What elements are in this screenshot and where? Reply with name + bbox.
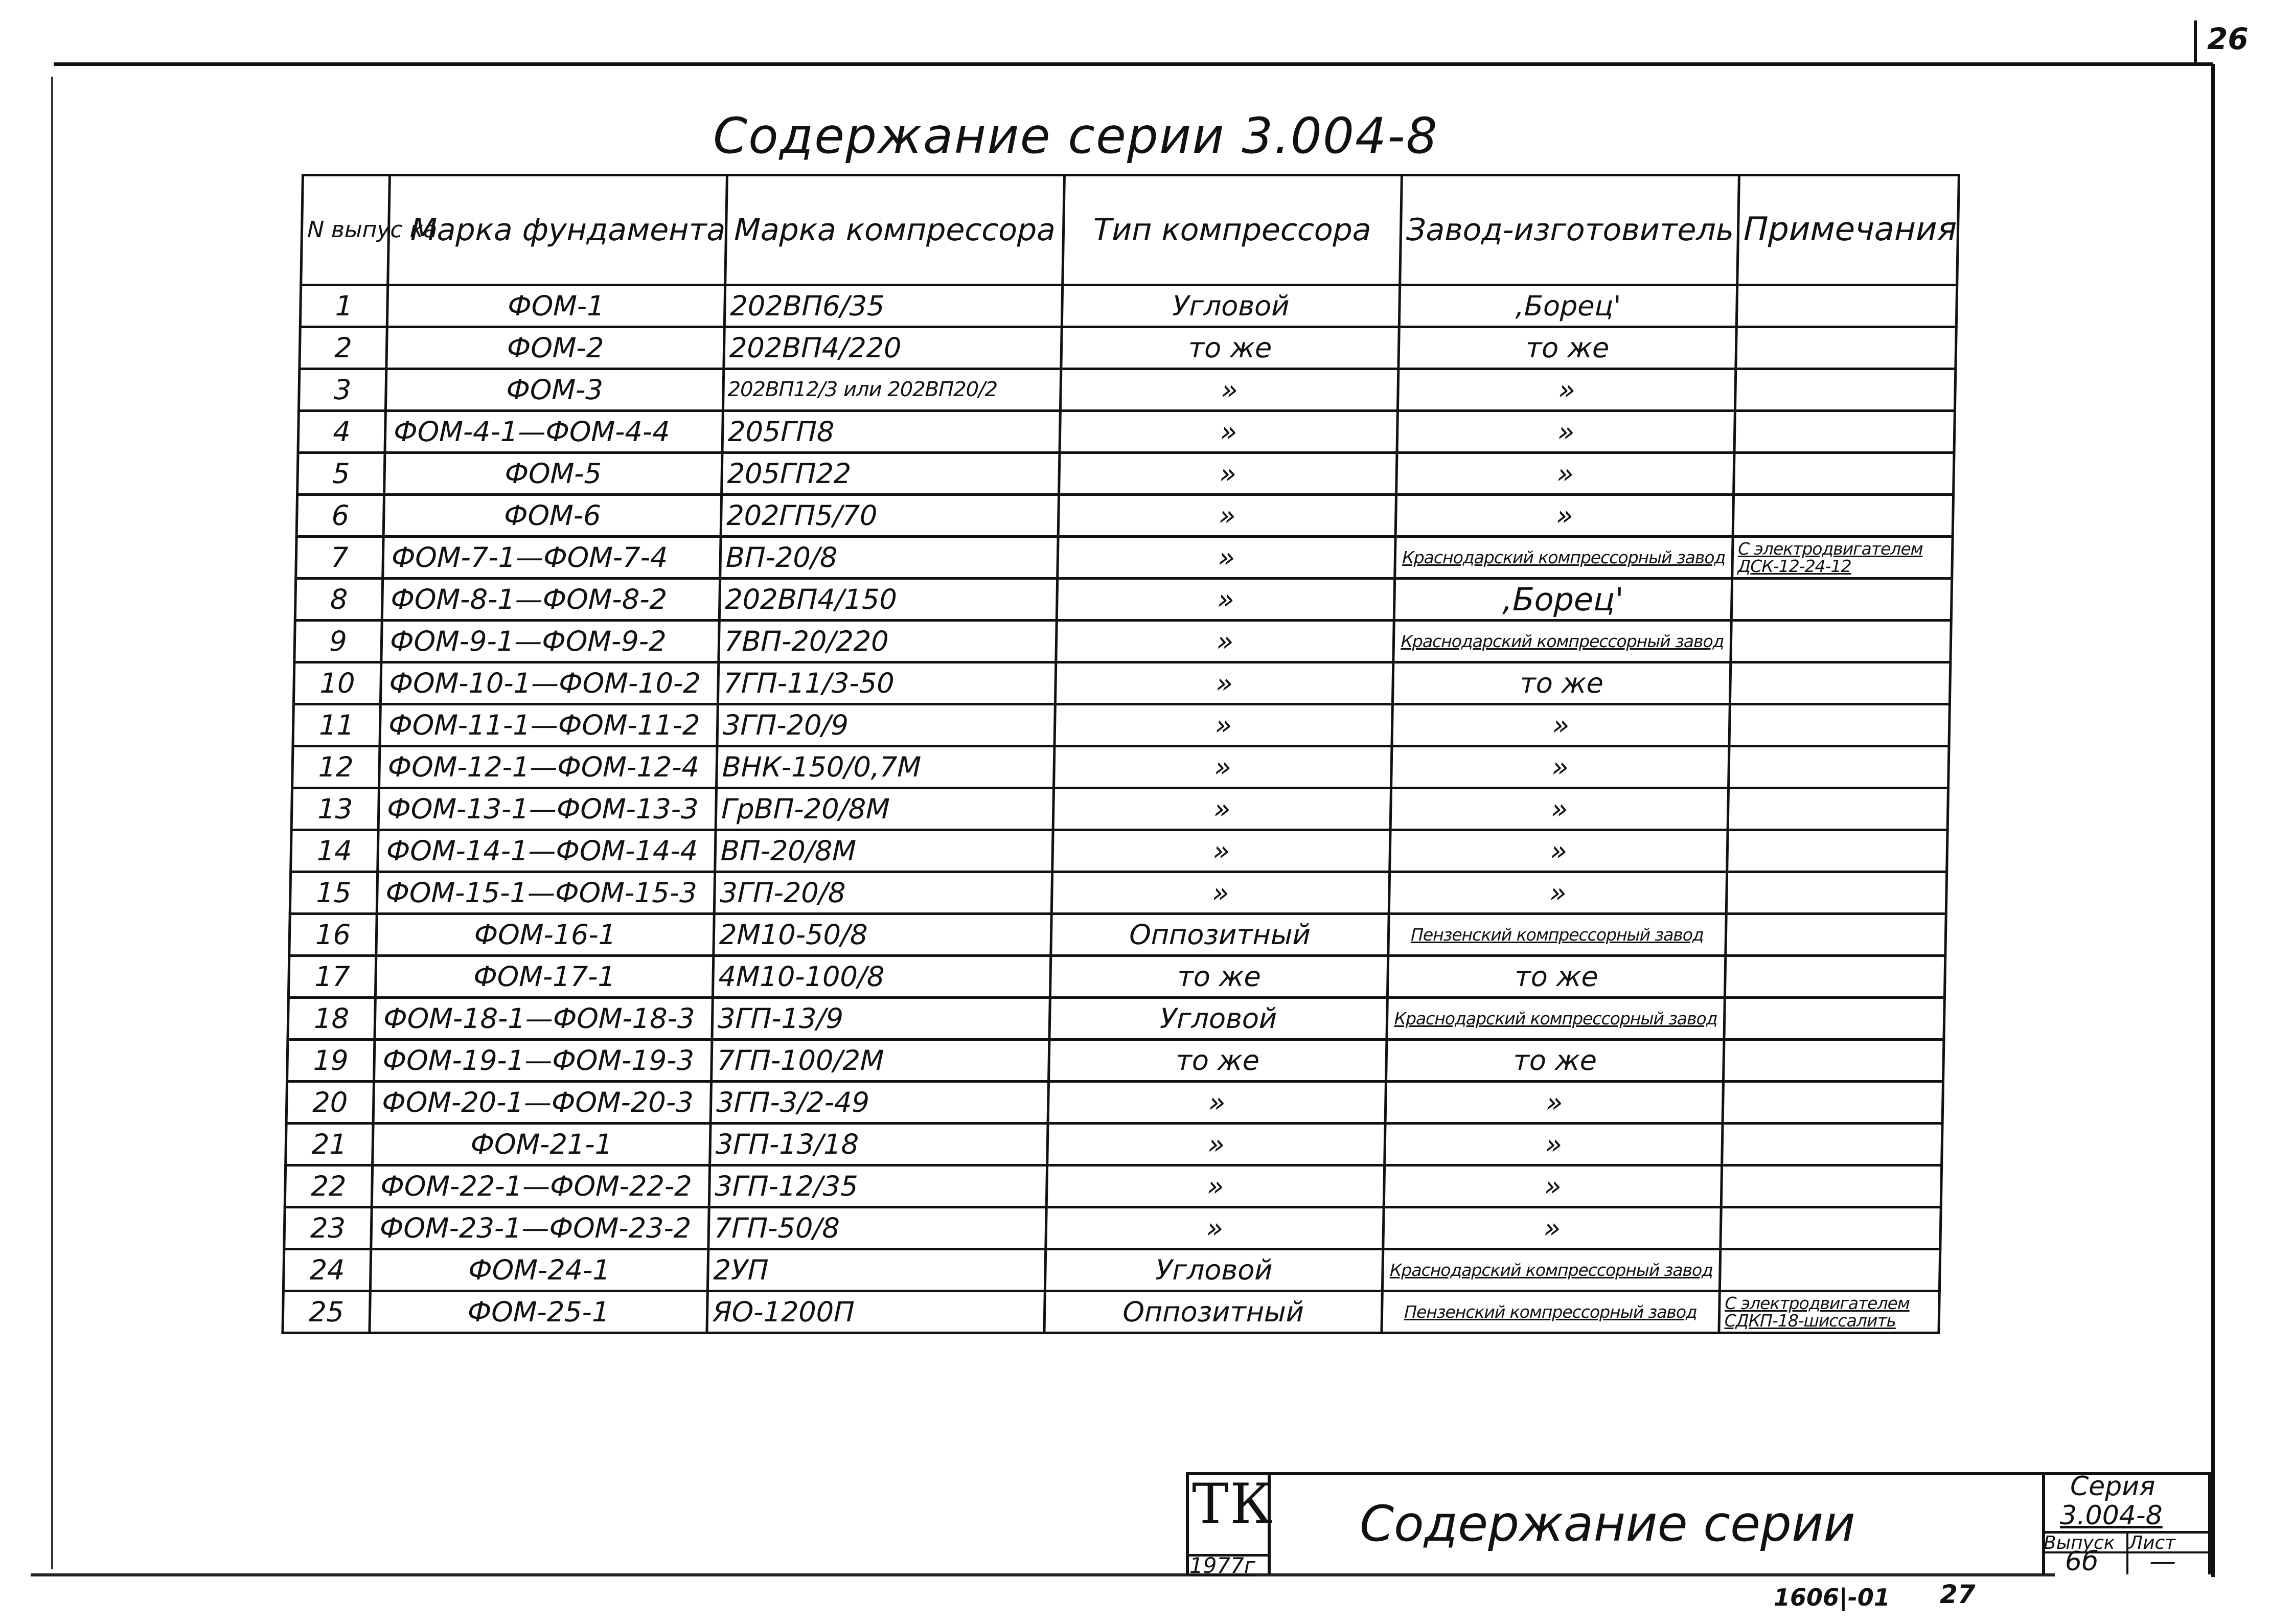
cell-compressor: 7ГП-11/3-50 [718,662,1056,704]
table-row [299,369,1955,411]
cell-maker: » [1390,830,1728,872]
cell-foundation: ФОМ-3 [385,369,723,411]
title-block-title: Содержание серии [1360,1495,1855,1552]
cell-notes [1730,662,1950,704]
cell-maker: Пензенский компрессорный завод [1388,914,1726,956]
frame-left-line [51,77,53,1569]
cell-maker: Краснодарский компрессорный завод [1395,537,1733,579]
cell-num: 9 [294,621,382,662]
cell-notes [1735,369,1955,411]
cell-compressor: 7ГП-50/8 [708,1207,1046,1249]
table-row [297,453,1954,495]
cell-num: 6 [296,495,384,537]
cell-num: 20 [286,1082,374,1124]
cell-notes [1726,872,1946,914]
cell-foundation: ФОМ-23-1—ФОМ-23-2 [371,1207,709,1249]
table-row [288,956,1945,998]
cell-foundation: ФОМ-5 [384,453,722,495]
organization-logo: ТК [1192,1472,1274,1536]
table-row [300,327,1956,369]
cell-num: 7 [296,537,383,579]
cell-type: то же [1050,956,1388,998]
cell-num: 13 [291,788,379,830]
table-header-row [301,175,1959,285]
table-row [293,662,1950,704]
cell-notes [1731,579,1952,621]
cell-type: » [1046,1207,1384,1249]
cell-type: то же [1049,1040,1387,1082]
cell-compressor: ВНК-150/0,7М [717,746,1054,788]
cell-maker: » [1383,1207,1721,1249]
cell-num: 21 [286,1124,373,1165]
cell-num: 19 [287,1040,375,1082]
table-row [293,704,1950,746]
table-row [295,579,1952,621]
header-foundation: Марка фундамента [388,175,727,285]
cell-compressor: 3ГП-12/35 [709,1165,1047,1207]
cell-compressor: 3ГП-3/2-49 [710,1082,1048,1124]
cell-foundation: ФОМ-14-1—ФОМ-14-4 [378,830,716,872]
cell-notes [1726,914,1946,956]
header-compressor: Марка компрессора [725,175,1065,285]
cell-type: Угловой [1049,998,1387,1040]
cell-maker: » [1396,453,1734,495]
cell-type: то же [1061,327,1399,369]
cell-maker: ,Борец' [1394,579,1732,621]
cell-notes [1736,285,1957,327]
cell-type: » [1059,453,1397,495]
table-row [289,914,1946,956]
cell-type: » [1055,662,1393,704]
table-row [287,1040,1944,1082]
cell-notes: С электродвигателем СДКП-18-шиссалить [1719,1291,1939,1333]
footer-page-number: 27 [1940,1580,1976,1609]
table-body [283,285,1957,1333]
cell-num: 4 [298,411,385,453]
cell-compressor: ВП-20/8 [720,537,1058,579]
title-block-divider [2126,1531,2128,1574]
cell-type: Оппозитный [1051,914,1389,956]
cell-foundation: ФОМ-24-1 [370,1249,708,1291]
cell-foundation: ФОМ-1 [387,285,725,327]
cell-maker: то же [1392,662,1730,704]
cell-compressor: ЯО-1200П [707,1291,1045,1333]
cell-foundation: ФОМ-2 [386,327,724,369]
cell-num: 3 [299,369,386,411]
cell-num: 24 [283,1249,371,1291]
table-row [296,537,1953,579]
table-row [285,1165,1941,1207]
cell-maker: » [1384,1165,1722,1207]
cell-notes: С электродвигателем ДСК-12-24-12 [1732,537,1953,579]
table-row [296,495,1953,537]
table-row [286,1124,1942,1165]
title-block-divider [2042,1472,2045,1574]
cell-foundation: ФОМ-21-1 [373,1124,710,1165]
cell-notes [1721,1207,1941,1249]
cell-foundation: ФОМ-12-1—ФОМ-12-4 [379,746,717,788]
cell-notes [1734,453,1954,495]
table-row [290,872,1946,914]
cell-maker: Пензенский компрессорный завод [1382,1291,1719,1333]
table-row [294,621,1951,662]
page-title: Содержание серии 3.004-8 [713,107,1438,165]
cell-foundation: ФОМ-13-1—ФОМ-13-3 [378,788,716,830]
cell-num: 18 [288,998,375,1040]
cell-type: » [1048,1082,1386,1124]
cell-foundation: ФОМ-7-1—ФОМ-7-4 [383,537,721,579]
table-row [291,788,1948,830]
cell-compressor: 202ВП6/35 [724,285,1062,327]
cell-foundation: ФОМ-9-1—ФОМ-9-2 [381,621,719,662]
cell-foundation: ФОМ-6 [383,495,721,537]
cell-notes [1724,998,1944,1040]
cell-maker: » [1385,1082,1723,1124]
cell-foundation: ФОМ-25-1 [370,1291,707,1333]
cell-num: 2 [300,327,387,369]
frame-top-line [54,62,2213,66]
cell-num: 11 [293,704,380,746]
cell-foundation: ФОМ-8-1—ФОМ-8-2 [382,579,720,621]
cell-maker: » [1390,788,1728,830]
cell-notes [1729,746,1949,788]
cell-notes [1731,621,1951,662]
cell-num: 17 [288,956,376,998]
series-code: 3.004-8 [2060,1500,2163,1531]
table-row [292,746,1949,788]
cell-compressor: 7ВП-20/220 [719,621,1057,662]
contents-table [281,174,1960,1334]
cell-compressor: 4М10-100/8 [713,956,1050,998]
table-row [291,830,1947,872]
cell-notes [1728,788,1948,830]
sheet-value: — [2149,1546,2176,1577]
cell-maker: то же [1387,956,1725,998]
cell-foundation: ФОМ-11-1—ФОМ-11-2 [380,704,718,746]
sheet-label: Лист [2129,1532,2176,1553]
cell-foundation: ФОМ-17-1 [375,956,713,998]
cell-maker: Краснодарский компрессорный завод [1387,998,1725,1040]
cell-maker: Краснодарский компрессорный завод [1382,1249,1720,1291]
cell-maker: » [1392,704,1730,746]
title-block-year: 1977г [1189,1553,1255,1578]
cell-maker: » [1397,369,1735,411]
header-num: N выпус ка [301,175,390,285]
cell-type: » [1051,872,1389,914]
cell-notes [1736,327,1956,369]
table-row [283,1291,1939,1333]
series-label: Серия [2070,1471,2156,1502]
cell-maker: » [1391,746,1729,788]
cell-notes [1721,1165,1941,1207]
cell-notes [1719,1249,1940,1291]
cell-notes [1734,411,1955,453]
cell-notes [1725,956,1945,998]
cell-maker: Краснодарский компрессорный завод [1393,621,1731,662]
table-row [284,1207,1941,1249]
cell-compressor: 3ГП-13/18 [710,1124,1048,1165]
cell-compressor: 205ГП8 [722,411,1060,453]
cell-num: 1 [300,285,387,327]
cell-num: 16 [289,914,377,956]
cell-maker: » [1389,872,1727,914]
cell-maker: то же [1398,327,1736,369]
vypusk-label: Выпуск [2044,1532,2115,1553]
cell-compressor: 3ГП-13/9 [712,998,1050,1040]
cell-num: 15 [290,872,377,914]
cell-num: 25 [283,1291,370,1333]
cell-type: » [1054,746,1392,788]
cell-num: 8 [295,579,382,621]
page-number: 26 [2207,21,2249,56]
document-code: 1606|-01 [1774,1584,1890,1611]
cell-foundation: ФОМ-19-1—ФОМ-19-3 [374,1040,712,1082]
vypusk-value: 6б [2065,1546,2099,1577]
cell-foundation: ФОМ-20-1—ФОМ-20-3 [373,1082,711,1124]
cell-type: » [1046,1165,1384,1207]
cell-type: » [1060,369,1398,411]
cell-type: » [1060,411,1397,453]
cell-compressor: 7ГП-100/2М [712,1040,1049,1082]
corner-tick [2194,20,2197,62]
cell-num: 5 [297,453,385,495]
cell-type: » [1052,830,1390,872]
cell-type: Оппозитный [1044,1291,1382,1333]
cell-type: » [1057,579,1394,621]
cell-num: 12 [292,746,380,788]
cell-compressor: 205ГП22 [722,453,1060,495]
cell-notes [1727,830,1947,872]
cell-type: » [1053,788,1391,830]
cell-foundation: ФОМ-10-1—ФОМ-10-2 [380,662,718,704]
cell-foundation: ФОМ-22-1—ФОМ-22-2 [372,1165,709,1207]
cell-num: 22 [285,1165,372,1207]
cell-compressor: 3ГП-20/8 [714,872,1052,914]
cell-foundation: ФОМ-4-1—ФОМ-4-4 [385,411,723,453]
table-row [298,411,1955,453]
cell-type: » [1056,621,1394,662]
cell-notes [1729,704,1950,746]
cell-type: Угловой [1062,285,1400,327]
cell-type: » [1058,537,1395,579]
cell-type: » [1047,1124,1385,1165]
cell-compressor: ВП-20/8М [715,830,1053,872]
cell-compressor: 2М10-50/8 [714,914,1051,956]
header-notes: Примечания [1737,175,1959,285]
cell-notes [1722,1124,1942,1165]
cell-num: 23 [284,1207,372,1249]
cell-maker: » [1397,411,1735,453]
cell-type: » [1058,495,1396,537]
cell-notes [1733,495,1953,537]
cell-type: Угловой [1045,1249,1383,1291]
cell-maker: то же [1386,1040,1724,1082]
cell-num: 10 [293,662,381,704]
table-row [286,1082,1943,1124]
cell-num: 14 [291,830,378,872]
cell-compressor: 202ВП12/3 или 202ВП20/2 [723,369,1061,411]
table-row [300,285,1957,327]
cell-compressor: 202ВП4/220 [724,327,1062,369]
table-row [283,1249,1940,1291]
cell-notes [1724,1040,1944,1082]
cell-maker: » [1395,495,1733,537]
frame-right-line [2211,64,2215,1577]
cell-maker: ,Борец' [1399,285,1737,327]
cell-type: » [1054,704,1392,746]
cell-notes [1723,1082,1943,1124]
cell-compressor: 2УП [707,1249,1045,1291]
cell-compressor: 3ГП-20/9 [717,704,1055,746]
cell-foundation: ФОМ-15-1—ФОМ-15-3 [377,872,715,914]
cell-compressor: 202ГП5/70 [721,495,1059,537]
cell-maker: » [1385,1124,1723,1165]
cell-compressor: ГрВП-20/8М [716,788,1053,830]
cell-compressor: 202ВП4/150 [719,579,1057,621]
header-maker: Завод-изготовитель [1400,175,1739,285]
header-type: Тип компрессора [1063,175,1402,285]
cell-foundation: ФОМ-16-1 [376,914,714,956]
table-row [288,998,1944,1040]
cell-foundation: ФОМ-18-1—ФОМ-18-3 [375,998,713,1040]
